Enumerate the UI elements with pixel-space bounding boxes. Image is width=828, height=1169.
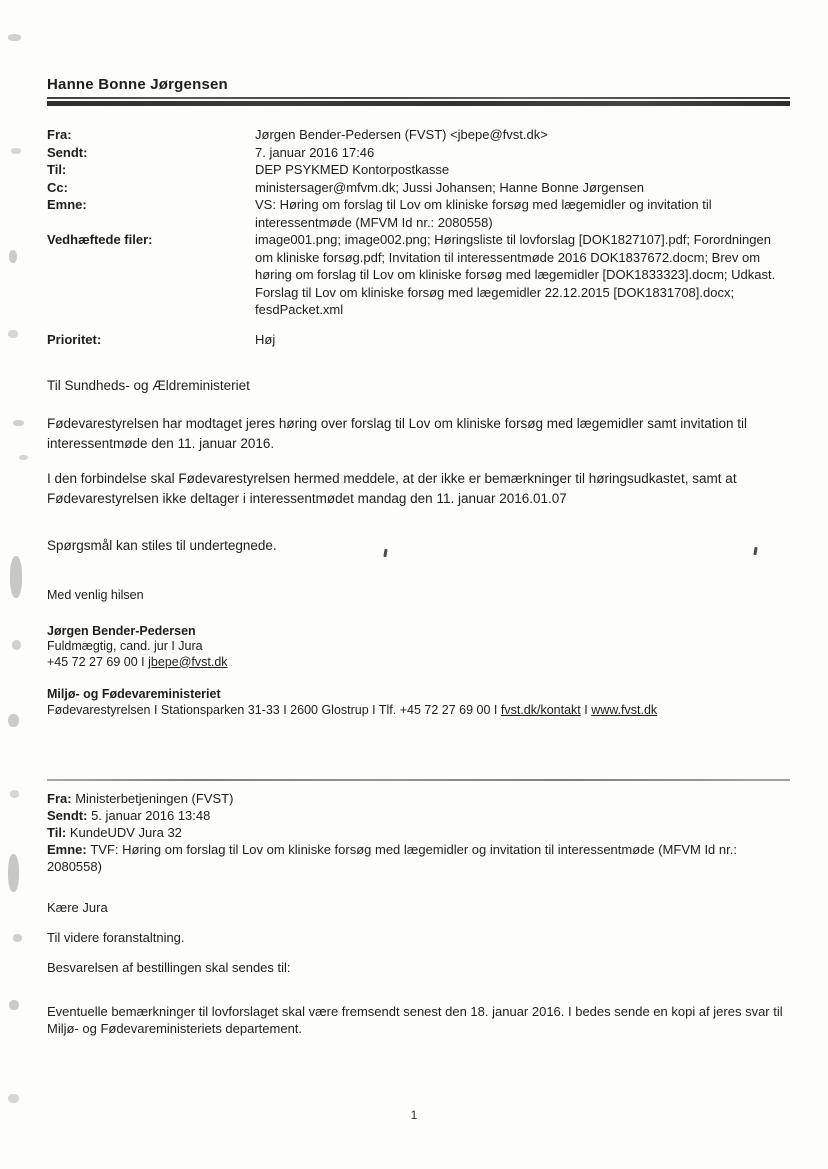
header-value: KundeUDV Jura 32 xyxy=(69,825,182,840)
header-value: 7. januar 2016 17:46 xyxy=(255,144,375,160)
signature-address-line xyxy=(47,703,790,719)
scan-artifact xyxy=(12,640,21,650)
header-label: Sendt: xyxy=(47,808,88,823)
scan-artifact xyxy=(11,148,21,154)
header-row-fra xyxy=(47,790,790,807)
www-fvst-link: www.fvst.dk xyxy=(591,702,658,717)
header-value: 5. januar 2016 13:48 xyxy=(91,808,211,823)
signature-phone-line xyxy=(47,655,790,671)
header-value: Jørgen Bender-Pedersen (FVST) <jbepe@fvst.dk> xyxy=(255,127,548,142)
header-label: Emne: xyxy=(47,842,87,857)
body-paragraph: Eventuelle bemærkninger til lovforslaget skal være fremsendt senest den 18. januar 2016. I bedes sende en kopi af jeres svar til Miljø- og Fødevareministeriets departement. xyxy=(47,1004,783,1036)
fvst-kontakt-link: fvst.dk/kontakt xyxy=(500,702,581,717)
header-value: VS: Høring om forslag til Lov om kliniske forsøg med lægemidler og invitation til interessentmøde (MFVM Id nr.: 2080558) xyxy=(255,197,712,230)
header-row-fra xyxy=(47,126,790,144)
header-row-vedhaeftede-filer xyxy=(47,231,790,319)
scan-artifact xyxy=(10,556,22,598)
header-value: Høj xyxy=(255,331,276,347)
header-row-sendt xyxy=(47,807,790,824)
signature-ministry: Miljø- og Fødevareministeriet xyxy=(47,687,221,701)
header-label: Fra: xyxy=(47,791,72,806)
address-text: Fødevarestyrelsen I Stationsparken 31-33 I 2600 Glostrup I Tlf. +45 72 27 69 00 I xyxy=(47,702,501,717)
header-label: Sendt: xyxy=(47,144,88,160)
header-row-prioritet xyxy=(47,331,790,349)
email1-headers xyxy=(47,126,790,348)
body-greeting: Til Sundheds- og Ældreministeriet xyxy=(47,378,250,393)
header-value: ministersager@mfvm.dk; Jussi Johansen; Hanne Bonne Jørgensen xyxy=(255,179,644,195)
header-row-sendt xyxy=(47,144,790,162)
scan-artifact xyxy=(9,250,17,263)
header-value: DEP PSYKMED Kontorpostkasse xyxy=(255,162,450,177)
signature-name: Jørgen Bender-Pedersen xyxy=(47,623,196,638)
header-row-til xyxy=(47,824,790,841)
header-label: Til: xyxy=(47,825,67,840)
header-value: Ministerbetjeningen (FVST) xyxy=(75,791,234,806)
body-paragraph: Besvarelsen af bestillingen skal sendes til: xyxy=(47,960,291,975)
body-greeting: Kære Jura xyxy=(47,900,108,915)
title-rule-thin xyxy=(47,97,790,99)
scan-artifact xyxy=(19,455,28,460)
title-rule-thick xyxy=(47,101,790,106)
email1-signature xyxy=(47,588,790,718)
body-paragraph: Fødevarestyrelsen har modtaget jeres høring over forslag til Lov om kliniske forsøg med lægemidler samt invitation til interessentmøde den 11. januar 2016. xyxy=(47,416,748,451)
header-row-emne xyxy=(47,841,790,875)
scan-artifact xyxy=(9,1000,19,1010)
signature-salutation: Med venlig hilsen xyxy=(47,588,144,602)
phone-text: +45 72 27 69 00 I xyxy=(47,654,149,669)
link-separator: I xyxy=(580,702,592,717)
body-paragraph: Til videre foranstaltning. xyxy=(47,930,185,945)
header-row-cc xyxy=(47,179,790,197)
scan-artifact xyxy=(8,1094,19,1103)
header-label: Vedhæftede filer: xyxy=(47,232,153,247)
email-link: jbepe@fvst.dk xyxy=(148,654,228,669)
email2-headers xyxy=(47,790,790,875)
scan-artifact xyxy=(13,934,22,942)
header-row-emne xyxy=(47,196,790,231)
header-label: Til: xyxy=(47,162,67,177)
signature-title: Fuldmægtig, cand. jur I Jura xyxy=(47,639,203,653)
scan-artifact xyxy=(8,714,19,727)
header-value: TVF: Høring om forslag til Lov om kliniske forsøg med lægemidler og invitation til interessentmøde (MFVM Id nr.: 2080558) xyxy=(47,842,737,874)
body-paragraph: I den forbindelse skal Fødevarestyrelsen hermed meddele, at der ikke er bemærkninger til høringsudkastet, samt at Fødevarestyrelsen ikke deltager i interessentmødet mandag den 11. januar 2016.01.07 xyxy=(47,471,737,506)
header-label: Prioritet: xyxy=(47,331,102,347)
header-row-til xyxy=(47,161,790,179)
scan-artifact xyxy=(8,330,18,338)
scan-artifact xyxy=(8,854,19,892)
header-label: Cc: xyxy=(47,179,68,195)
body-paragraph: Spørgsmål kan stiles til undertegnede. xyxy=(47,538,277,553)
header-label: Emne: xyxy=(47,197,87,212)
scan-artifact xyxy=(8,34,21,41)
page-title: Hanne Bonne Jørgensen xyxy=(47,76,228,93)
email1-body xyxy=(47,376,790,556)
page-number: 1 xyxy=(410,1108,418,1122)
scan-artifact xyxy=(13,420,24,426)
scan-artifact xyxy=(10,790,19,798)
header-value attachment-list: image001.png; image002.png; Høringsliste til lovforslag [DOK1827107].pdf; Forordningen om kliniske forsøg.pdf; Invitation til interessentmøde 2016 DOK1837672.docm; Brev om høring om forslag til Lov om kliniske forsøg med lægemidler [DOK1833323].docm; Udkast. Forslag til Lov om kliniske forsøg med lægemidler 22.12.2015 [DOK1831708].docx; fesdPacket.xml xyxy=(255,232,776,317)
email-divider-rule xyxy=(47,779,790,781)
header-label: Fra: xyxy=(47,127,72,142)
email2-body xyxy=(47,899,790,1037)
